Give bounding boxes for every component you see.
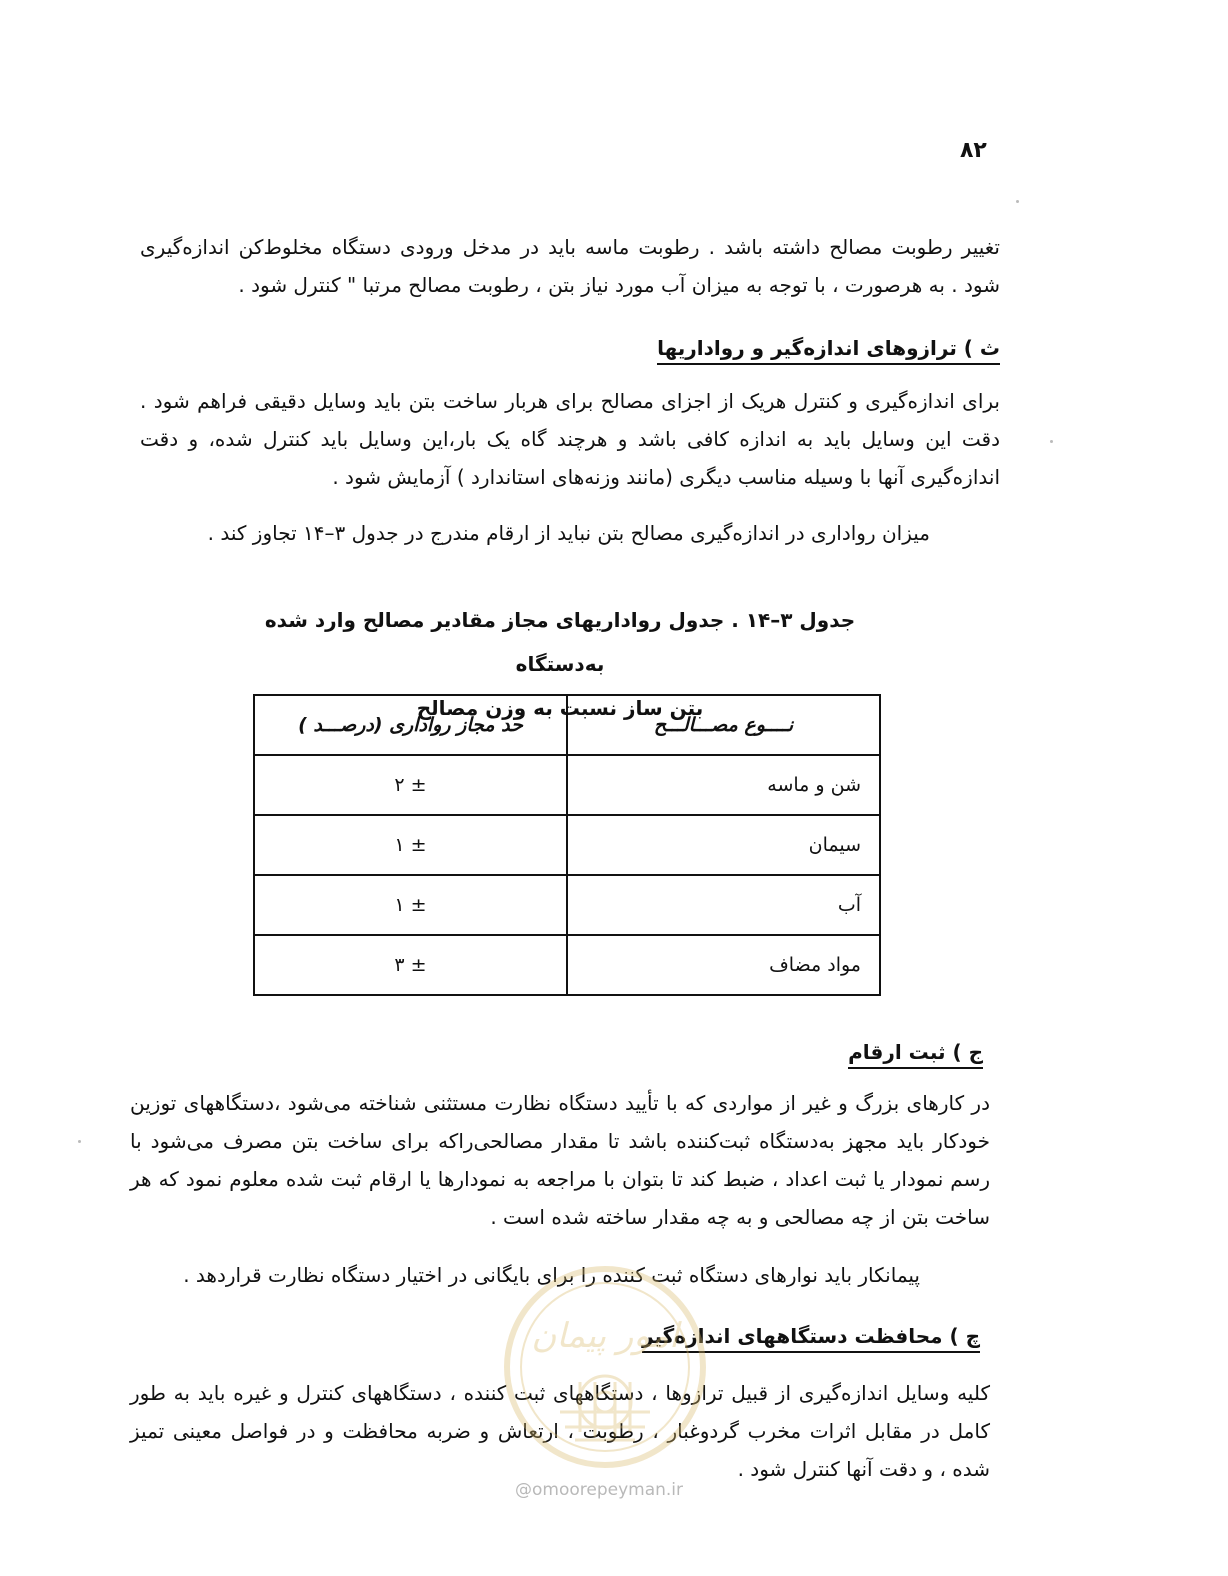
cell-material: سیمان	[567, 815, 880, 875]
table-row	[254, 875, 880, 935]
cell-tolerance: ± ۳	[254, 935, 567, 995]
paragraph-protection: کلیه وسایل اندازه‌گیری از قبیل ترازوها ، دستگاههای ثبت کننده ، دستگاههای کنترل و غیره باید به طور کامل در مقابل اثرات مخرب گردوغبار ، رطوبت ، ارتعاش و ضربه محافظت و در فواصل معینی تمیز شده ، و دقت آنها کنترل شود .	[130, 1381, 990, 1481]
table-header-row	[254, 695, 880, 755]
watermark-url: @omoorepeyman.ir	[515, 1480, 684, 1500]
section-heading-recording: ج ) ثبت ارقام	[848, 1040, 983, 1069]
section-heading-protection: چ ) محافظت دستگاههای اندازه‌گیر	[642, 1324, 980, 1353]
table-caption-line1: جدول ۳–۱۴ . جدول رواداریهای مجاز مقادیر مصالح وارد شده به‌دستگاه	[264, 608, 856, 676]
cell-tolerance: ± ۲	[254, 755, 567, 815]
paragraph-contractor-tapes: پیمانکار باید نوارهای دستگاه ثبت کننده را برای بایگانی در اختیار دستگاه نظارت قراردهد .	[183, 1263, 920, 1287]
watermark-logo-text: امور پیمان	[531, 1316, 679, 1356]
table-row	[254, 755, 880, 815]
header-material: نــــوع مصـــالـــح	[567, 695, 880, 755]
margin-dot	[1050, 440, 1053, 443]
paragraph-recording: در کارهای بزرگ و غیر از مواردی که با تأیید دستگاه نظارت مستثنی شناخته می‌شود ،دستگاههای توزین خودکار باید مجهز به‌دستگاه ثبت‌کننده باشد تا مقدار مصالحی‌راکه برای ساخت بتن مصرف می‌شود با رسم نمودار یا ثبت اعداد ، ضبط کند تا بتوان با مراجعه به نمودارها یا ارقام ثبت شده معلوم نمود که هر ساخت بتن از چه مصالحی و به چه مقدار ساخته شده است .	[130, 1091, 990, 1229]
section-heading-scales-tolerances: ث ) ترازوهای اندازه‌گیر و رواداریها	[657, 336, 1000, 365]
margin-dot	[1016, 200, 1019, 203]
table-caption-line2: بتن ساز نسبت به وزن مصالح	[416, 696, 704, 720]
header-tolerance: حد مجاز رواداری (درصـــد )	[254, 695, 567, 755]
cell-tolerance: ± ۱	[254, 815, 567, 875]
table-row	[254, 935, 880, 995]
margin-dot	[78, 1140, 81, 1143]
cell-material: آب	[567, 875, 880, 935]
paragraph-measuring-devices: برای اندازه‌گیری و کنترل هریک از اجزای مصالح برای هربار ساخت بتن باید وسایل دقیقی فراهم شود . دقت این وسایل باید به اندازه کافی باشد و هرچند گاه یک بار،این وسایل باید کنترل شده، و دقت اندازه‌گیری آنها با وسیله مناسب دیگری (مانند وزنه‌های استاندارد ) آزمایش شود .	[140, 389, 1000, 489]
cell-material: مواد مضاف	[567, 935, 880, 995]
tolerance-table	[253, 694, 881, 996]
table-row	[254, 815, 880, 875]
paragraph-tolerance-reference: میزان رواداری در اندازه‌گیری مصالح بتن نباید از ارقام مندرج در جدول ۳–۱۴ تجاوز کند .	[207, 521, 930, 545]
paragraph-moisture: تغییر رطوبت مصالح داشته باشد . رطوبت ماسه باید در مدخل ورودی دستگاه مخلوط‌کن اندازه‌گیری شود . به هرصورت ، با توجه به میزان آب مورد نیاز بتن ، رطوبت مصالح مرتبا " کنترل شود .	[140, 235, 1000, 297]
page-number: ۸۲	[960, 138, 987, 163]
cell-tolerance: ± ۱	[254, 875, 567, 935]
cell-material: شن و ماسه	[567, 755, 880, 815]
